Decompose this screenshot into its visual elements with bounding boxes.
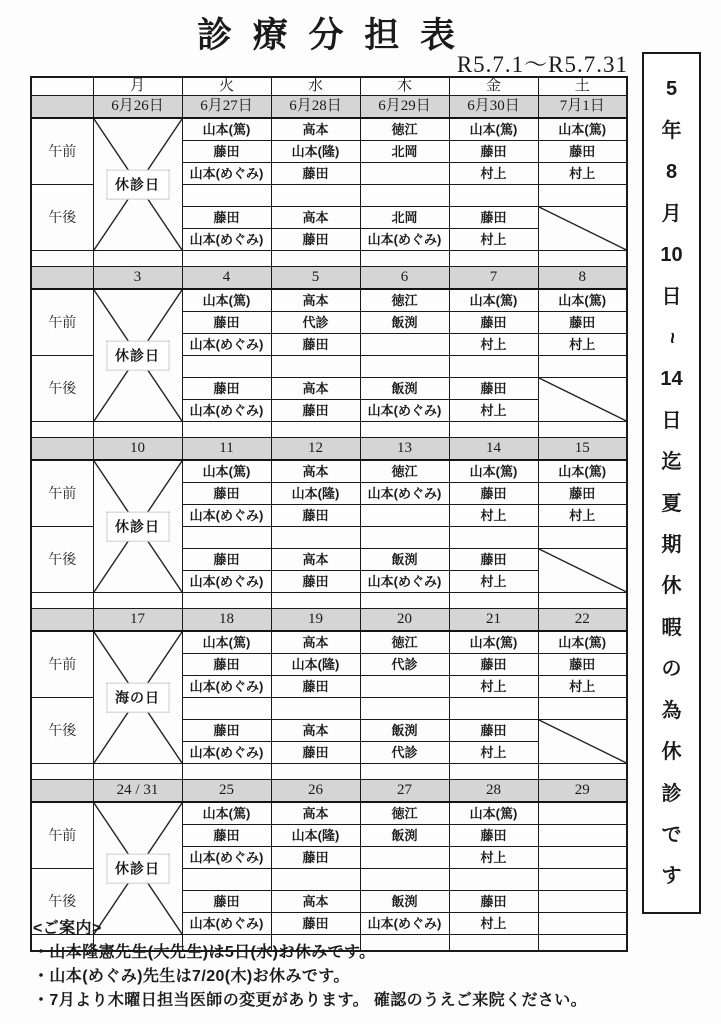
schedule-cell: 村上 xyxy=(538,163,627,185)
schedule-cell: 高本 xyxy=(271,378,360,400)
schedule-cell: 北岡 xyxy=(360,207,449,229)
schedule-cell xyxy=(271,356,360,378)
schedule-cell: 徳江 xyxy=(360,631,449,654)
schedule-cell: 藤田 xyxy=(182,378,271,400)
date-cell: 3 xyxy=(93,267,182,290)
date-label-cell xyxy=(31,438,93,461)
schedule-cell xyxy=(360,869,449,891)
date-row xyxy=(31,96,627,119)
spacer-cell xyxy=(271,422,360,438)
schedule-cell: 藤田 xyxy=(271,334,360,356)
schedule-cell: 藤田 xyxy=(271,505,360,527)
spacer-cell xyxy=(271,593,360,609)
schedule-cell: 徳江 xyxy=(360,802,449,825)
schedule-row xyxy=(31,802,627,825)
weekday-header-row xyxy=(31,77,627,96)
schedule-cell: 代診 xyxy=(360,742,449,764)
date-range: R5.7.1〜R5.7.31 xyxy=(456,52,628,77)
schedule-cell: 高本 xyxy=(271,460,360,483)
spacer-cell xyxy=(449,422,538,438)
schedule-cell: 村上 xyxy=(538,505,627,527)
session-label-pm: 午後 xyxy=(31,527,93,593)
schedule-cell: 藤田 xyxy=(271,676,360,698)
schedule-cell: 山本(めぐみ) xyxy=(182,505,271,527)
schedule-cell: 山本(隆) xyxy=(271,654,360,676)
spacer-cell xyxy=(360,251,449,267)
date-cell: 6月30日 xyxy=(449,96,538,119)
schedule-row xyxy=(31,460,627,483)
closed-pm-cell xyxy=(538,720,627,764)
schedule-cell: 山本(めぐみ) xyxy=(182,847,271,869)
schedule-cell: 山本(篤) xyxy=(449,289,538,312)
schedule-cell: 山本(めぐみ) xyxy=(182,229,271,251)
date-label-cell xyxy=(31,96,93,119)
date-cell: 27 xyxy=(360,780,449,803)
schedule-cell: 山本(めぐみ) xyxy=(182,334,271,356)
spacer-cell xyxy=(93,764,182,780)
schedule-cell: 山本(篤) xyxy=(538,118,627,141)
schedule-cell xyxy=(360,505,449,527)
spacer-cell xyxy=(271,764,360,780)
date-cell: 5 xyxy=(271,267,360,290)
schedule-cell: 藤田 xyxy=(538,312,627,334)
schedule-cell: 山本(めぐみ) xyxy=(182,913,271,935)
sidebar-char: 5 xyxy=(665,78,678,101)
schedule-cell: 藤田 xyxy=(271,742,360,764)
schedule-cell: 高本 xyxy=(271,549,360,571)
schedule-cell: 藤田 xyxy=(271,571,360,593)
schedule-cell: 山本(篤) xyxy=(538,460,627,483)
closed-day-cell xyxy=(93,118,182,251)
spacer-cell xyxy=(449,593,538,609)
date-cell: 19 xyxy=(271,609,360,632)
schedule-cell: 山本(篤) xyxy=(449,631,538,654)
date-cell: 6月28日 xyxy=(271,96,360,119)
spacer-cell xyxy=(360,764,449,780)
schedule-cell: 山本(めぐみ) xyxy=(182,571,271,593)
weekday-header-cell: 金 xyxy=(449,77,538,96)
spacer-cell xyxy=(31,764,93,780)
schedule-cell xyxy=(271,527,360,549)
session-label-am: 午前 xyxy=(31,631,93,698)
schedule-cell xyxy=(538,185,627,207)
date-cell: 14 xyxy=(449,438,538,461)
schedule-cell: 藤田 xyxy=(182,549,271,571)
date-cell: 15 xyxy=(538,438,627,461)
schedule-cell: 藤田 xyxy=(449,549,538,571)
schedule-cell: 山本(篤) xyxy=(182,631,271,654)
date-cell: 20 xyxy=(360,609,449,632)
schedule-cell: 山本(篤) xyxy=(449,118,538,141)
closed-day-label: 休診日 xyxy=(106,169,169,200)
schedule-cell xyxy=(538,891,627,913)
schedule-cell: 藤田 xyxy=(449,141,538,163)
schedule-cell xyxy=(538,802,627,825)
date-cell: 17 xyxy=(93,609,182,632)
sidebar-char: 暇 xyxy=(661,616,682,639)
schedule-cell xyxy=(271,869,360,891)
schedule-cell xyxy=(182,356,271,378)
schedule-cell: 山本(篤) xyxy=(182,118,271,141)
schedule-cell: 山本(篤) xyxy=(182,460,271,483)
sidebar-char: で xyxy=(661,824,682,847)
spacer-cell xyxy=(360,593,449,609)
date-cell: 21 xyxy=(449,609,538,632)
schedule-cell: 村上 xyxy=(449,163,538,185)
schedule-cell: 飯渕 xyxy=(360,720,449,742)
date-cell: 28 xyxy=(449,780,538,803)
spacer-cell xyxy=(93,593,182,609)
schedule-cell xyxy=(360,698,449,720)
date-cell: 29 xyxy=(538,780,627,803)
date-cell: 13 xyxy=(360,438,449,461)
weekday-header-cell: 水 xyxy=(271,77,360,96)
sidebar-char: 14 xyxy=(660,368,683,391)
spacer-cell xyxy=(538,593,627,609)
spacer-cell xyxy=(182,251,271,267)
spacer-row xyxy=(31,251,627,267)
sidebar-char: 休 xyxy=(661,741,682,764)
schedule-cell: 飯渕 xyxy=(360,312,449,334)
schedule-cell: 藤田 xyxy=(449,483,538,505)
date-cell: 24 / 31 xyxy=(93,780,182,803)
schedule-cell: 村上 xyxy=(449,505,538,527)
sidebar-char: 年 xyxy=(661,119,682,142)
sidebar-char: 為 xyxy=(661,699,682,722)
schedule-cell: 山本(篤) xyxy=(182,289,271,312)
schedule-cell: 藤田 xyxy=(271,229,360,251)
sidebar-char: 日 xyxy=(661,285,682,308)
date-cell: 7月1日 xyxy=(538,96,627,119)
schedule-table-wrapper xyxy=(30,76,628,952)
schedule-cell: 山本(篤) xyxy=(182,802,271,825)
session-label-pm: 午後 xyxy=(31,869,93,935)
spacer-cell xyxy=(93,251,182,267)
sidebar-char: 迄 xyxy=(661,451,682,474)
spacer-cell xyxy=(449,764,538,780)
closed-diagonal-icon xyxy=(539,720,627,763)
schedule-cell xyxy=(538,698,627,720)
schedule-table-body xyxy=(31,77,627,951)
closed-day-cell xyxy=(93,460,182,593)
notes xyxy=(33,917,633,1013)
sidebar-char: 8 xyxy=(665,161,678,184)
date-cell: 6月29日 xyxy=(360,96,449,119)
schedule-cell: 高本 xyxy=(271,289,360,312)
schedule-row xyxy=(31,631,627,654)
schedule-cell: 徳江 xyxy=(360,289,449,312)
date-row xyxy=(31,267,627,290)
schedule-cell xyxy=(360,163,449,185)
closed-day-label: 休診日 xyxy=(106,340,169,371)
schedule-cell xyxy=(360,527,449,549)
schedule-cell xyxy=(360,847,449,869)
schedule-cell: 徳江 xyxy=(360,118,449,141)
sidebar-char: 夏 xyxy=(661,492,682,515)
schedule-row xyxy=(31,118,627,141)
schedule-cell: 藤田 xyxy=(182,720,271,742)
spacer-row xyxy=(31,764,627,780)
date-label-cell xyxy=(31,267,93,290)
session-label-am: 午前 xyxy=(31,118,93,185)
session-label-am: 午前 xyxy=(31,460,93,527)
closed-day-cell xyxy=(93,631,182,764)
schedule-cell: 飯渕 xyxy=(360,549,449,571)
date-cell: 4 xyxy=(182,267,271,290)
schedule-cell: 高本 xyxy=(271,631,360,654)
schedule-cell: 飯渕 xyxy=(360,891,449,913)
sidebar-char: 診 xyxy=(661,782,682,805)
session-label-am: 午前 xyxy=(31,289,93,356)
sidebar-char: 月 xyxy=(661,202,682,225)
sidebar-char: 休 xyxy=(661,575,682,598)
schedule-cell xyxy=(449,698,538,720)
spacer-cell xyxy=(31,251,93,267)
closed-day-cell xyxy=(93,802,182,935)
session-label-am: 午前 xyxy=(31,802,93,869)
weekday-header-cell: 土 xyxy=(538,77,627,96)
schedule-cell xyxy=(271,698,360,720)
schedule-cell xyxy=(538,356,627,378)
schedule-cell xyxy=(360,676,449,698)
schedule-cell: 山本(隆) xyxy=(271,141,360,163)
schedule-cell: 藤田 xyxy=(182,654,271,676)
schedule-cell: 北岡 xyxy=(360,141,449,163)
schedule-cell: 山本(隆) xyxy=(271,483,360,505)
closed-diagonal-icon xyxy=(539,549,627,592)
closed-day-label: 休診日 xyxy=(106,853,169,884)
date-cell: 8 xyxy=(538,267,627,290)
schedule-cell xyxy=(360,334,449,356)
date-cell: 25 xyxy=(182,780,271,803)
schedule-cell: 山本(篤) xyxy=(538,631,627,654)
schedule-cell xyxy=(449,869,538,891)
spacer-cell xyxy=(271,251,360,267)
schedule-cell: 村上 xyxy=(449,676,538,698)
schedule-cell xyxy=(360,185,449,207)
schedule-cell: 村上 xyxy=(449,913,538,935)
schedule-cell: 村上 xyxy=(449,229,538,251)
schedule-cell: 山本(篤) xyxy=(449,802,538,825)
schedule-cell: 徳江 xyxy=(360,460,449,483)
date-cell: 10 xyxy=(93,438,182,461)
note-line: ・山本(めぐみ)先生は7/20(木)お休みです。 xyxy=(33,968,350,985)
schedule-cell: 代診 xyxy=(271,312,360,334)
schedule-cell xyxy=(449,185,538,207)
schedule-cell: 山本(篤) xyxy=(538,289,627,312)
schedule-cell: 藤田 xyxy=(449,891,538,913)
date-cell: 7 xyxy=(449,267,538,290)
note-line: ・山本隆憲先生(大先生)は5日(水)お休みです。 xyxy=(33,944,376,961)
schedule-cell xyxy=(538,869,627,891)
sidebar-char: 期 xyxy=(661,534,682,557)
spacer-cell xyxy=(93,422,182,438)
schedule-cell: 村上 xyxy=(449,571,538,593)
schedule-cell: 山本(めぐみ) xyxy=(360,571,449,593)
schedule-cell: 山本(めぐみ) xyxy=(360,400,449,422)
schedule-cell: 山本(篤) xyxy=(449,460,538,483)
weekday-header-cell: 木 xyxy=(360,77,449,96)
sidebar-char: の xyxy=(661,658,682,681)
schedule-cell: 藤田 xyxy=(538,654,627,676)
schedule-cell xyxy=(360,356,449,378)
schedule-cell: 藤田 xyxy=(271,847,360,869)
schedule-cell: 藤田 xyxy=(271,400,360,422)
schedule-cell: 山本(めぐみ) xyxy=(360,229,449,251)
schedule-cell: 藤田 xyxy=(538,141,627,163)
schedule-cell: 藤田 xyxy=(449,654,538,676)
date-cell: 6月27日 xyxy=(182,96,271,119)
session-label-pm: 午後 xyxy=(31,698,93,764)
schedule-cell: 藤田 xyxy=(182,141,271,163)
closed-day-cell xyxy=(93,289,182,422)
sidebar-char: 日 xyxy=(661,409,682,432)
spacer-cell xyxy=(182,422,271,438)
schedule-cell: 藤田 xyxy=(182,891,271,913)
sidebar-char: す xyxy=(661,865,682,888)
schedule-cell: 藤田 xyxy=(538,483,627,505)
weekday-header-cell: 月 xyxy=(93,77,182,96)
schedule-cell: 高本 xyxy=(271,207,360,229)
schedule-cell xyxy=(182,527,271,549)
spacer-cell xyxy=(538,764,627,780)
closed-pm-cell xyxy=(538,207,627,251)
closed-day-label: 海の日 xyxy=(106,682,169,713)
schedule-cell: 村上 xyxy=(449,334,538,356)
date-label-cell xyxy=(31,609,93,632)
schedule-cell xyxy=(182,698,271,720)
schedule-cell xyxy=(449,527,538,549)
schedule-cell xyxy=(538,847,627,869)
date-cell: 6月26日 xyxy=(93,96,182,119)
schedule-cell: 村上 xyxy=(538,676,627,698)
date-row xyxy=(31,438,627,461)
schedule-cell: 村上 xyxy=(449,742,538,764)
schedule-cell: 藤田 xyxy=(271,163,360,185)
session-label-pm: 午後 xyxy=(31,356,93,422)
schedule-cell xyxy=(182,869,271,891)
schedule-cell: 飯渕 xyxy=(360,825,449,847)
schedule-cell: 村上 xyxy=(449,400,538,422)
weekday-header-cell: 火 xyxy=(182,77,271,96)
closed-day-label: 休診日 xyxy=(106,511,169,542)
schedule-cell: 藤田 xyxy=(449,720,538,742)
schedule-cell: 藤田 xyxy=(449,378,538,400)
schedule-cell: 代診 xyxy=(360,654,449,676)
date-cell: 11 xyxy=(182,438,271,461)
schedule-cell xyxy=(538,527,627,549)
schedule-cell: 藤田 xyxy=(182,825,271,847)
note-line: <ご案内> xyxy=(33,920,102,937)
sidebar-char: 10 xyxy=(660,244,683,267)
schedule-cell: 山本(めぐみ) xyxy=(360,483,449,505)
schedule-cell: 藤田 xyxy=(449,825,538,847)
schedule-cell: 山本(めぐみ) xyxy=(182,400,271,422)
schedule-cell: 山本(隆) xyxy=(271,825,360,847)
spacer-cell xyxy=(449,251,538,267)
schedule-cell xyxy=(182,185,271,207)
spacer-row xyxy=(31,593,627,609)
schedule-cell: 村上 xyxy=(538,334,627,356)
spacer-cell xyxy=(360,422,449,438)
closed-pm-cell xyxy=(538,549,627,593)
schedule-cell xyxy=(271,185,360,207)
schedule-cell: 藤田 xyxy=(449,312,538,334)
schedule-cell: 高本 xyxy=(271,720,360,742)
date-row xyxy=(31,780,627,803)
closed-diagonal-icon xyxy=(539,207,627,250)
spacer-cell xyxy=(31,422,93,438)
corner-cell xyxy=(31,77,93,96)
schedule-cell: 高本 xyxy=(271,118,360,141)
schedule-row xyxy=(31,289,627,312)
note-line: ・7月より木曜日担当医師の変更があります。 確認のうえご来院ください。 xyxy=(33,992,588,1009)
schedule-cell: 藤田 xyxy=(182,312,271,334)
spacer-cell xyxy=(182,593,271,609)
page-title: 診 療 分 担 表 xyxy=(196,16,461,55)
schedule-cell xyxy=(538,825,627,847)
spacer-cell xyxy=(538,422,627,438)
schedule-cell: 高本 xyxy=(271,891,360,913)
spacer-cell xyxy=(31,593,93,609)
date-row xyxy=(31,609,627,632)
summer-holiday-notice xyxy=(642,52,701,914)
schedule-cell: 藤田 xyxy=(449,207,538,229)
schedule-cell: 高本 xyxy=(271,802,360,825)
schedule-cell: 村上 xyxy=(449,847,538,869)
schedule-cell: 藤田 xyxy=(182,483,271,505)
date-cell: 6 xyxy=(360,267,449,290)
spacer-cell xyxy=(182,764,271,780)
closed-diagonal-icon xyxy=(539,378,627,421)
date-cell: 18 xyxy=(182,609,271,632)
spacer-row xyxy=(31,422,627,438)
schedule-cell: 山本(めぐみ) xyxy=(360,913,449,935)
schedule-cell: 山本(めぐみ) xyxy=(182,163,271,185)
schedule-cell: 藤田 xyxy=(271,913,360,935)
schedule-table xyxy=(30,76,628,952)
session-label-pm: 午後 xyxy=(31,185,93,251)
schedule-cell: 山本(めぐみ) xyxy=(182,742,271,764)
schedule-cell: 藤田 xyxy=(182,207,271,229)
spacer-cell xyxy=(538,251,627,267)
date-cell: 22 xyxy=(538,609,627,632)
closed-pm-cell xyxy=(538,378,627,422)
date-cell: 26 xyxy=(271,780,360,803)
sidebar-char: ~ xyxy=(660,332,683,344)
date-label-cell xyxy=(31,780,93,803)
schedule-cell: 飯渕 xyxy=(360,378,449,400)
schedule-cell: 山本(めぐみ) xyxy=(182,676,271,698)
date-cell: 12 xyxy=(271,438,360,461)
schedule-cell xyxy=(449,356,538,378)
